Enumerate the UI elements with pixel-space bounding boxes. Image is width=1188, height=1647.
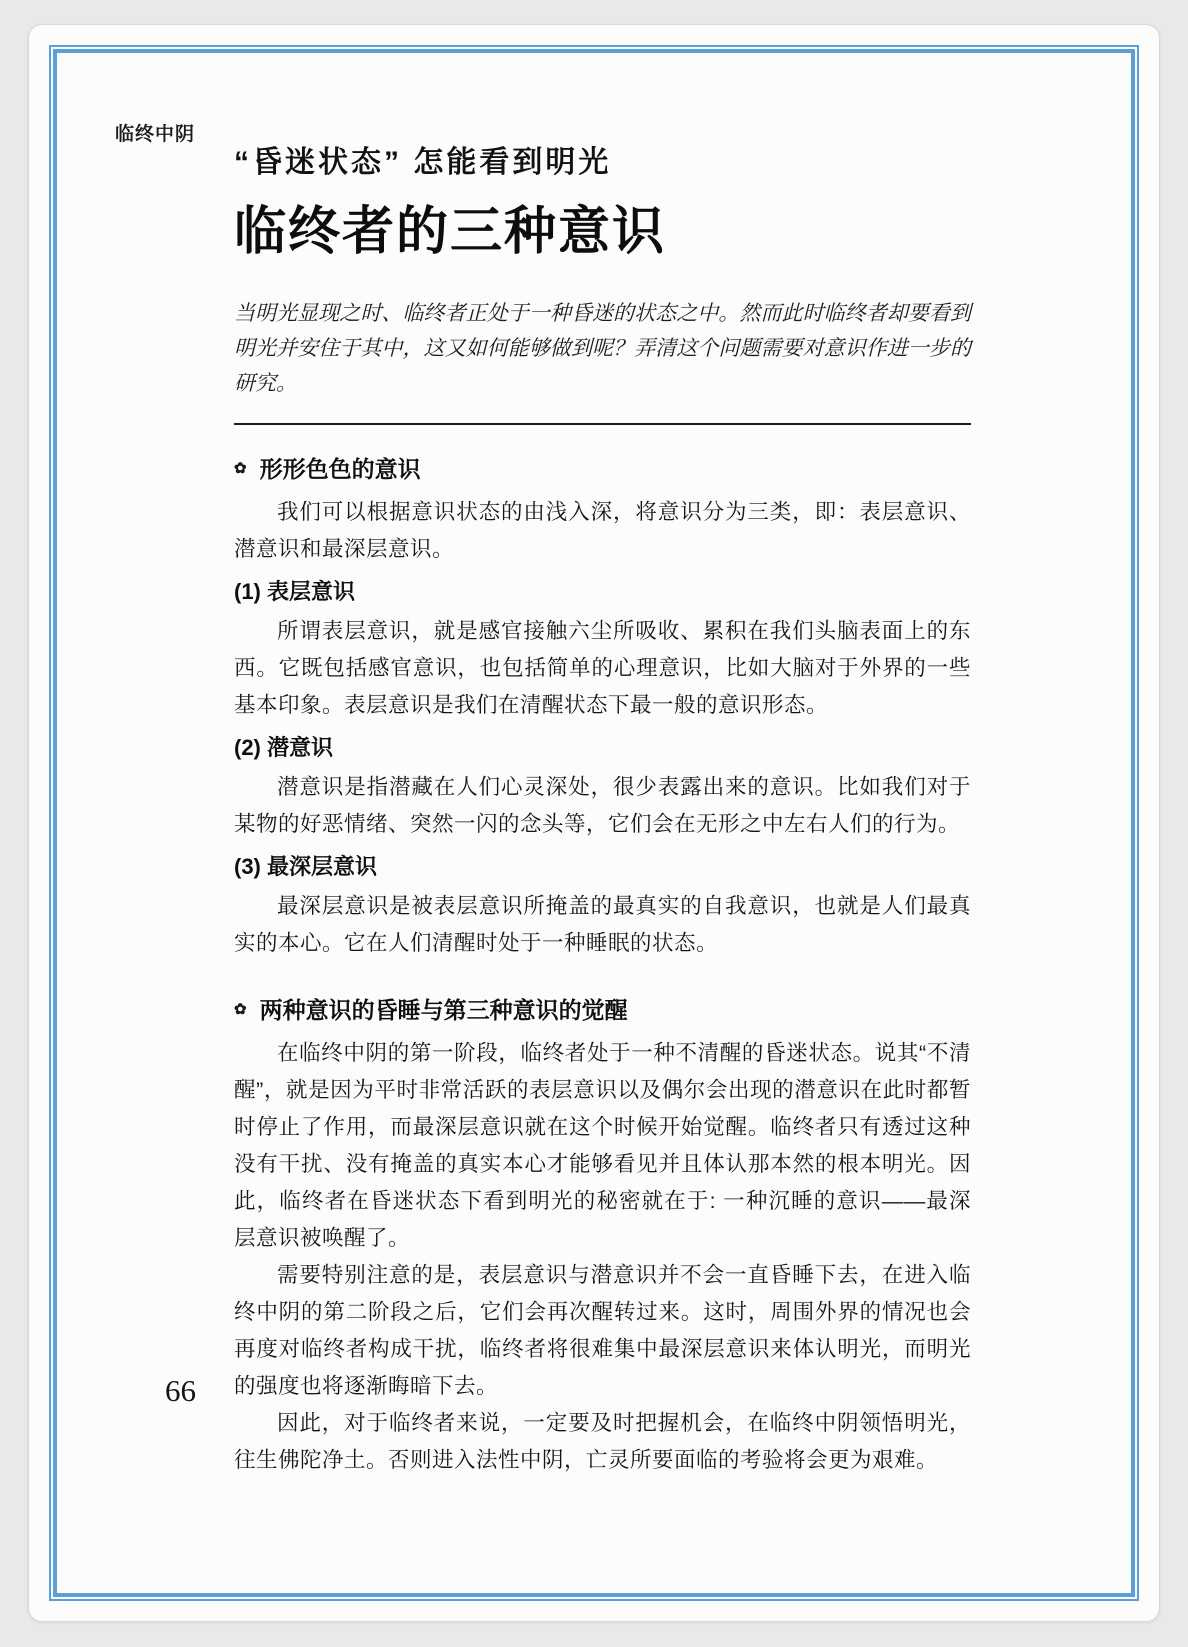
- section-heading-label: 形形色色的意识: [259, 456, 421, 482]
- body-paragraph: 我们可以根据意识状态的由浅入深，将意识分为三类，即：表层意识、潜意识和最深层意识。: [234, 500, 971, 561]
- page-content: [234, 137, 971, 1479]
- article-subtitle: “昏迷状态” 怎能看到明光: [234, 146, 612, 179]
- body-paragraph: 在临终中阴的第一阶段，临终者处于一种不清醒的昏迷状态。说其“不清醒”，就是因为平时非常活跃的表层意识以及偶尔会出现的潜意识在此时都暂时停止了作用，而最深层意识就在这个时候开始觉醒。临终者只有透过这种没有干扰、没有掩盖的真实本心才能够看见并且体认那本然的根本明光。因此，临终者在昏迷状态下看到明光的秘密就在于: 一种沉睡的意识——最深层意识被唤醒了。: [234, 1041, 971, 1250]
- section-divider-rule: [234, 423, 971, 425]
- body-paragraph: 需要特别注意的是，表层意识与潜意识并不会一直昏睡下去，在进入临终中阴的第二阶段之后，它们会再次醒转过来。这时，周围外界的情况也会再度对临终者构成干扰，临终者将很难集中最深层意识来体认明光，而明光的强度也将逐渐晦暗下去。: [234, 1263, 971, 1398]
- body-paragraph: 最深层意识是被表层意识所掩盖的最真实的自我意识，也就是人们最真实的本心。它在人们清醒时处于一种睡眠的状态。: [234, 894, 971, 955]
- body-paragraph: 潜意识是指潜藏在人们心灵深处，很少表露出来的意识。比如我们对于某物的好恶情绪、突然一闪的念头等，它们会在无形之中左右人们的行为。: [234, 775, 971, 836]
- sub-heading: (3) 最深层意识: [234, 854, 378, 879]
- section-heading: [234, 992, 971, 1025]
- body-paragraph: 因此，对于临终者来说，一定要及时把握机会，在临终中阴领悟明光，往生佛陀净土。否则进入法性中阴，亡灵所要面临的考验将会更为艰难。: [234, 1411, 971, 1472]
- section-heading: [234, 451, 971, 484]
- intro-paragraph: 当明光显现之时、临终者正处于一种昏迷的状态之中。然而此时临终者却要看到明光并安住于其中，这又如何能够做到呢？弄清这个问题需要对意识作进一步的研究。: [234, 301, 971, 395]
- section-heading-label: 两种意识的昏睡与第三种意识的觉醒: [259, 997, 628, 1023]
- article-section: [234, 451, 971, 962]
- book-page: [28, 24, 1160, 1622]
- article-section: [234, 992, 971, 1479]
- sub-heading: (2) 潜意识: [234, 735, 334, 760]
- article-title: 临终者的三种意识: [234, 204, 667, 261]
- body-paragraph: 所谓表层意识，就是感官接触六尘所吸收、累积在我们头脑表面上的东西。它既包括感官意识，也包括简单的心理意识，比如大脑对于外界的一些基本印象。表层意识是我们在清醒状态下最一般的意识形态。: [234, 619, 971, 717]
- florette-icon: ✿: [234, 460, 247, 477]
- sub-heading: (1) 表层意识: [234, 579, 356, 604]
- florette-icon: ✿: [234, 1001, 247, 1018]
- running-head: 临终中阴: [115, 124, 196, 145]
- page-number: 66: [165, 1373, 196, 1408]
- sections-container: [234, 451, 971, 1479]
